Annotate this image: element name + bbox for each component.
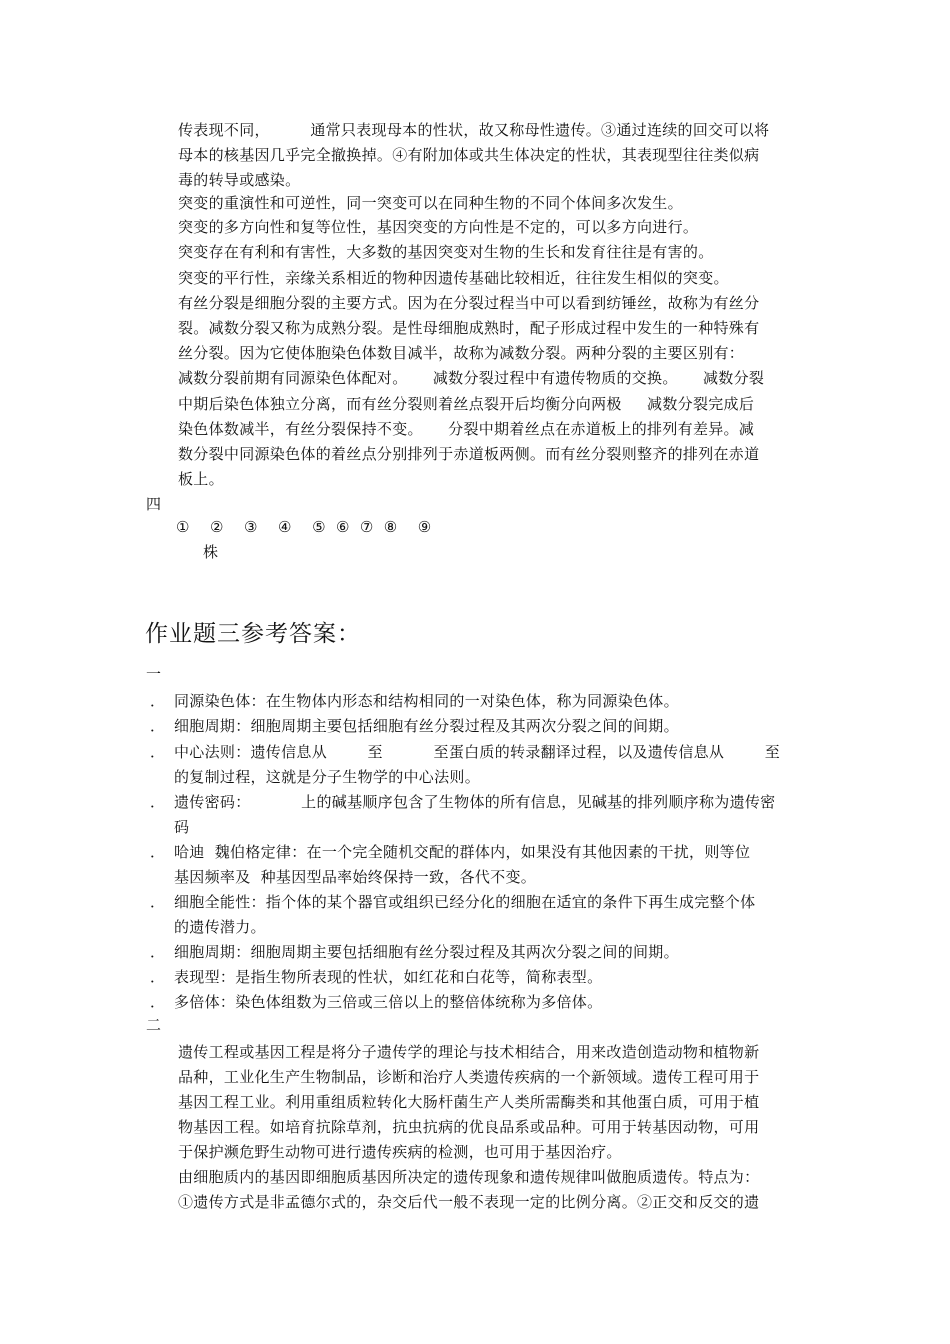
list-item-line: 同源染色体：在生物体内形态和结构相同的一对染色体，称为同源染色体。 (174, 692, 679, 710)
list-item-line: 的遗传潜力。 (174, 918, 266, 936)
list-bullet: ． (150, 843, 166, 861)
section-one-label: 一 (146, 665, 162, 683)
top-paragraph-line: 传表现不同， 通常只表现母本的性状，故又称母性遗传。③通过连续的回交可以将 (178, 121, 770, 139)
list-bullet: ． (150, 893, 166, 911)
top-paragraph-line: 中期后染色体独立分离，而有丝分裂则着丝点裂开后均衡分向两极 减数分裂完成后 (178, 395, 755, 413)
top-paragraph-line: 数分裂中同源染色体的着丝点分别排列于赤道板两侧。而有丝分裂则整齐的排列在赤道 (178, 445, 760, 463)
paragraph-line: 基因工程工业。利用重组质粒转化大肠杆菌生产人类所需酶类和其他蛋白质，可用于植 (178, 1093, 760, 1111)
list-item-line: 码 (174, 818, 190, 836)
paragraph-line: 品种，工业化生产生物制品，诊断和治疗人类遗传疾病的一个新领域。遗传工程可用于 (178, 1068, 760, 1086)
list-item-line: 细胞周期：细胞周期主要包括细胞有丝分裂过程及其两次分裂之间的间期。 (174, 717, 679, 735)
list-item-line: 中心法则：遗传信息从 至 至蛋白质的转录翻译过程，以及遗传信息从 至 (174, 743, 781, 761)
list-item-line: 的复制过程，这就是分子生物学的中心法则。 (174, 768, 481, 786)
list-bullet: ． (150, 717, 166, 735)
top-paragraph-line: 突变存在有利和有害性，大多数的基因突变对生物的生长和发育往往是有害的。 (178, 243, 714, 261)
paragraph-line: 由细胞质内的基因即细胞质基因所决定的遗传现象和遗传规律叫做胞质遗传。特点为： (178, 1168, 760, 1186)
list-item-line: 遗传密码： 上的碱基顺序包含了生物体的所有信息，见碱基的排列顺序称为遗传密 (174, 793, 776, 811)
top-paragraph-line: 母本的核基因几乎完全撤换掉。④有附加体或共生体决定的性状，其表现型往往类似病 (178, 146, 760, 164)
page-heading: 作业题三参考答案： (145, 621, 361, 647)
list-bullet: ． (150, 993, 166, 1011)
list-item-line: 细胞全能性：指个体的某个器官或组织已经分化的细胞在适宜的条件下再生成完整个体 (174, 893, 756, 911)
list-item-line: 细胞周期：细胞周期主要包括细胞有丝分裂过程及其两次分裂之间的间期。 (174, 943, 679, 961)
list-bullet: ． (150, 793, 166, 811)
top-paragraph-line: 毒的转导或感染。 (178, 171, 301, 189)
top-paragraph-line: 减数分裂前期有同源染色体配对。 减数分裂过程中有遗传物质的交换。 减数分裂 (178, 369, 765, 387)
list-bullet: ． (150, 943, 166, 961)
list-item-line: 表现型：是指生物所表现的性状，如红花和白花等，简称表型。 (174, 968, 603, 986)
top-paragraph-line: 染色体数减半，有丝分裂保持不变。 分裂中期着丝点在赤道板上的排列有差异。减 (178, 420, 755, 438)
list-item-line: 哈迪 魏伯格定律：在一个完全随机交配的群体内，如果没有其他因素的干扰，则等位 (174, 843, 751, 861)
top-paragraph-line: 板上。 (178, 470, 224, 488)
top-paragraph-line: 有丝分裂是细胞分裂的主要方式。因为在分裂过程当中可以看到纺锤丝，故称为有丝分 (178, 294, 760, 312)
paragraph-line: ①遗传方式是非孟德尔式的，杂交后代一般不表现一定的比例分离。②正交和反交的遗 (178, 1193, 760, 1211)
section-two-label: 二 (146, 1016, 162, 1034)
paragraph-line: 物基因工程。如培育抗除草剂，抗虫抗病的优良品系或品种。可用于转基因动物，可用 (178, 1118, 760, 1136)
paragraph-line: 遗传工程或基因工程是将分子遗传学的理论与技术相结合，用来改造创造动物和植物新 (178, 1043, 760, 1061)
top-paragraph-line: 突变的平行性，亲缘关系相近的物种因遗传基础比较相近，往往发生相似的突变。 (178, 269, 729, 287)
top-paragraph-line: 丝分裂。因为它使体胞染色体数目减半，故称为减数分裂。两种分裂的主要区别有： (178, 344, 745, 362)
answer-unit: 株 (203, 543, 219, 561)
top-paragraph-line: 突变的多方向性和复等位性，基因突变的方向性是不定的，可以多方向进行。 (178, 218, 699, 236)
list-bullet: ． (150, 692, 166, 710)
top-paragraph-line: 突变的重演性和可逆性，同一突变可以在同种生物的不同个体间多次发生。 (178, 194, 683, 212)
list-bullet: ． (150, 968, 166, 986)
section-four-label: 四 (146, 495, 162, 513)
list-bullet: ． (150, 743, 166, 761)
answer-numbers: ① ② ③ ④ ⑤ ⑥ ⑦ ⑧ ⑨ (176, 518, 432, 536)
paragraph-line: 于保护濒危野生动物可进行遗传疾病的检测，也可用于基因治疗。 (178, 1143, 622, 1161)
list-item-line: 基因频率及 种基因型品率始终保持一致，各代不变。 (174, 868, 537, 886)
top-paragraph-line: 裂。减数分裂又称为成熟分裂。是性母细胞成熟时，配子形成过程中发生的一种特殊有 (178, 319, 760, 337)
list-item-line: 多倍体：染色体组数为三倍或三倍以上的整倍体统称为多倍体。 (174, 993, 603, 1011)
